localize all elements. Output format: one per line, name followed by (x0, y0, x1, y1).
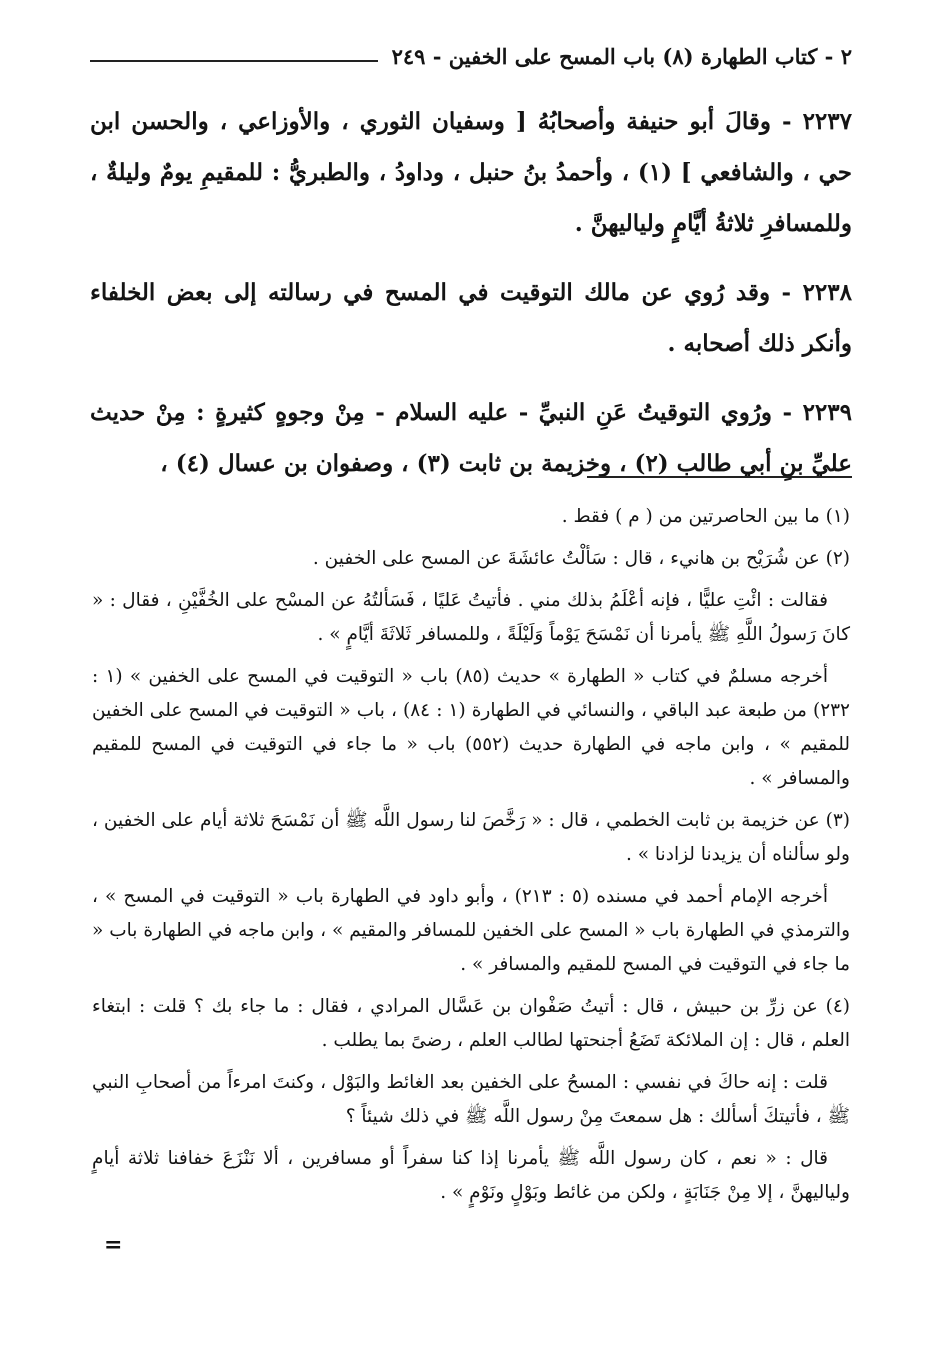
continuation-mark: = (104, 1232, 123, 1258)
footnotes (92, 500, 850, 1218)
paragraph-2238: ٢٢٣٨ - وقد رُوي عن مالك التوقيت في المسح في رسالته إلى بعض الخلفاء وأنكر ذلك أصحابه . (90, 279, 852, 357)
header-title: ٢ - كتاب الطهارة (٨) باب المسح على الخفين - ٢٤٩ (391, 44, 852, 69)
footnote-1: (١) ما بين الحاصرتين من ( م ) فقط . (561, 506, 850, 527)
running-header (90, 44, 852, 69)
footnote-4-hadith: قال : « نعم ، كان رسول اللَّه ﷺ يأمرنا إذا كنا سفراً أو مسافرين ، ألا نَنْزَعَ خفافنا ثلاثة أيامٍ ولياليهنَّ ، إلا مِنْ جَنَابَةٍ ، ولكن من غائط وبَوْلٍ ونَوْمٍ » . (92, 1148, 850, 1203)
paragraph-2239: ٢٢٣٩ - ورُوي التوقيتُ عَنِ النبيِّ - عليه السلام - مِنْ وجوهٍ كثيرةٍ : مِنْ حديث عليِّ بنِ أبي طالب (٢) ، وخزيمة بن ثابت (٣) ، وصفوان بن عسال (٤) ، (90, 399, 852, 477)
footnote-separator (587, 476, 852, 478)
footnote-3-source: أخرجه الإمام أحمد في مسنده (٥ : ٢١٣) ، وأبو داود في الطهارة باب « التوقيت في المسح » ، والترمذي في الطهارة باب « المسح على الخفين للمسافر والمقيم » ، وابن ماجه في الطهارة باب « ما جاء في التوقيت في المسح للمقيم والمسافر » . (92, 886, 850, 975)
main-text (90, 96, 852, 507)
footnote-2-continued: فقالت : ائْتِ عليًّا ، فإنه أعْلَمُ بذلك مني . فأتيتُ عَليًا ، فَسَألتُهُ عن المسْح على الخُفَّيْنِ ، فقال : « كانَ رَسولُ اللَّهِ ﷺ يأمرنا أن نَمْسَحَ يَوْماً وَلَيْلَةً ، وللمسافر ثَلاثَةَ أيَّامٍ » . (92, 590, 850, 645)
header-rule (90, 60, 378, 62)
footnote-2-source: أخرجه مسلمٌ في كتاب « الطهارة » حديث (٨٥) باب « التوقيت في المسح على الخفين » (١ : ٢٣٢) من طبعة عبد الباقي ، والنسائي في الطهارة (١ : ٨٤) ، باب « التوقيت في المسح على الخفين للمقيم » ، وابن ماجه في الطهارة حديث (٥٥٢) باب « ما جاء في التوقيت في المسح للمقيم والمسافر » . (92, 666, 850, 789)
paragraph-2237: ٢٢٣٧ - وقالَ أبو حنيفة وأصحابُهُ [ وسفيان الثوري ، والأوزاعي ، والحسن ابن حي ، والشافعي ] (١) ، وأحمدُ بنُ حنبل ، وداودُ ، والطبريُّ : للمقيمِ يومٌ وليلةٌ ، وللمسافرِ ثلاثةُ أيَّامٍ ولياليهنَّ . (90, 108, 852, 237)
footnote-4: (٤) عن زرِّ بن حبيش ، قال : أتيتُ صَفْوان بن عَسَّال المرادي ، فقال : ما جاء بك ؟ قلت : ابتغاء العلم ، قال : إن الملائكة تَضَعُ أجنحتها لطالب العلم ، رضىً بما يطلب . (92, 996, 850, 1051)
footnote-2: (٢) عن شُرَيْح بن هانيء ، قال : سَألْتُ عائشَةَ عن المسح على الخفين . (312, 548, 850, 569)
footnote-3: (٣) عن خزيمة بن ثابت الخطمي ، قال : « رَخَّصَ لنا رسول اللَّه ﷺ أن نَمْسَحَ ثلاثة أيام على الخفين ، ولو سألناه أن يزيدنا لزادنا » . (92, 810, 850, 865)
footnote-4-continued: قلت : إنه حاكَ في نفسي : المسحُ على الخفين بعد الغائط والبَوْل ، وكنتَ امرءاً من أصحابِ النبي ﷺ ، فأتيتكَ أسألك : هل سمعتَ مِنْ رسول اللَّه ﷺ في ذلك شيئاً ؟ (92, 1072, 850, 1127)
